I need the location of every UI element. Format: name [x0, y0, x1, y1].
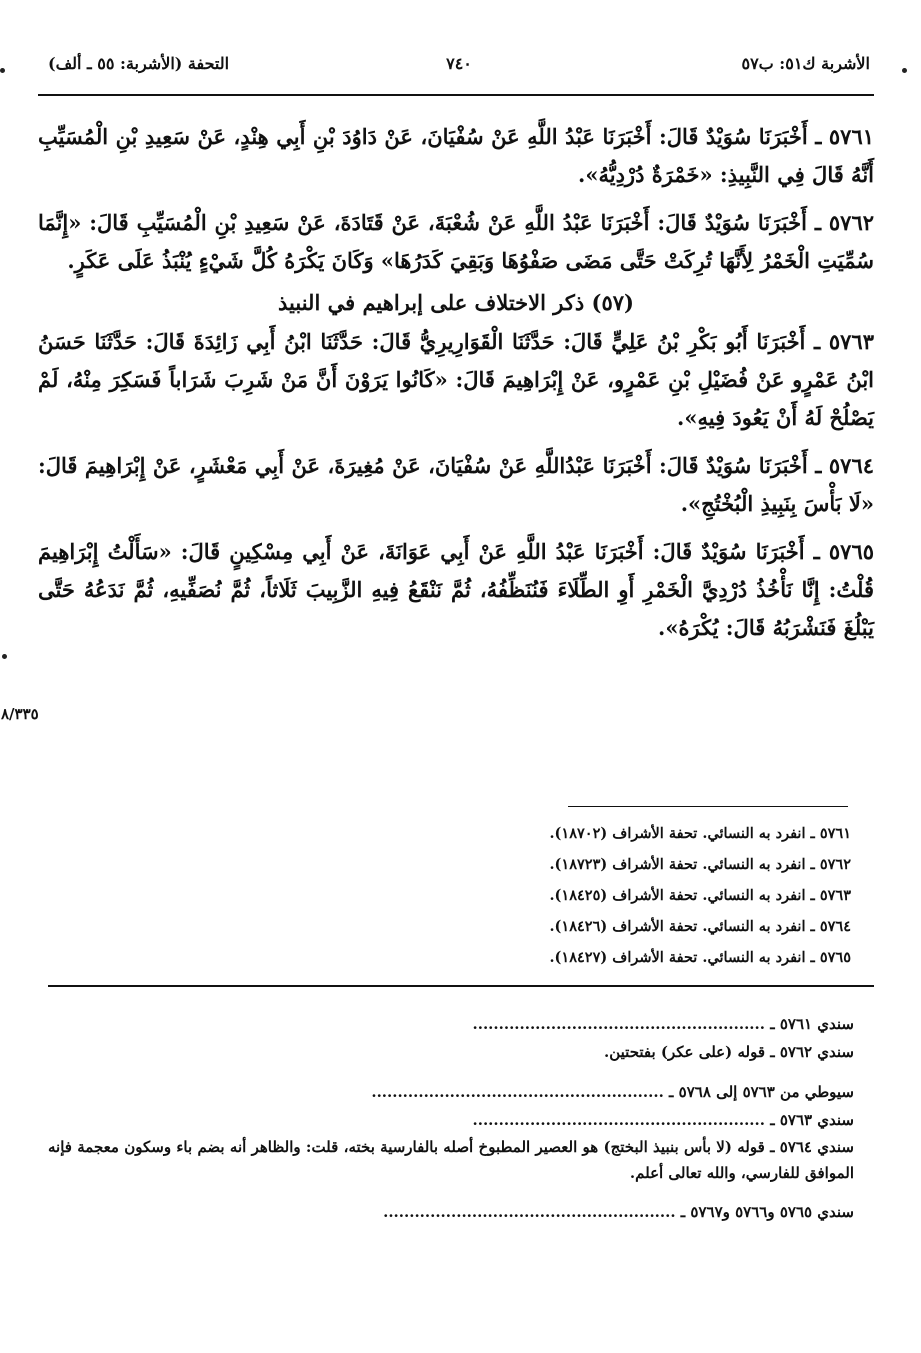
main-text	[38, 118, 874, 657]
commentary-rule	[48, 985, 874, 987]
commentary-line	[48, 1198, 854, 1226]
commentary-line: سندي ٥٧٦٢ ـ قوله (على عكر) بفتحتين.	[604, 1043, 854, 1061]
page-header	[48, 54, 870, 94]
hadith-text: ـ أَخْبَرَنَا سُوَيْدٌ قَالَ: أَخْبَرَنَا عَبْدُ اللَّهِ عَنْ سُفْيَانَ، عَنْ دَاوُدَ بْنِ أَبِي هِنْدٍ، عَنْ سَعِيدِ بْنِ الْمُسَيِّبِ أَنَّهُ قَالَ فِي النَّبِيذِ: «خَمْرَةٌ دُرْدِيُّهُ».	[38, 124, 874, 187]
hadith-5761	[38, 118, 874, 194]
header-tuhfa-ref: التحفة (الأشربة: ٥٥ ـ ألف)	[48, 54, 230, 73]
margin-dot	[2, 654, 7, 659]
header-rule	[38, 94, 874, 96]
hadith-number: ٥٧٦٣	[828, 329, 874, 354]
hadith-text: ـ أَخْبَرَنَا سُوَيْدٌ قَالَ: أَخْبَرَنَا عَبْدُ اللَّهِ عَنْ شُعْبَةَ، عَنْ قَتَادَةَ، عَنْ سَعِيدِ بْنِ الْمُسَيِّبِ قَالَ: «إِنَّمَا سُمِّيَتِ الْخَمْرُ لِأَنَّهَا تُرِكَتْ حَتَّى مَضَى صَفْوُهَا وَبَقِيَ كَدَرُهَا» وَكَانَ يَكْرَهُ كُلَّ شَيْءٍ يُنْبَذُ عَلَى عَكَرٍ.	[38, 210, 874, 273]
footnote: ٥٧٦١ ـ انفرد به النسائي. تحفة الأشراف (١٨٧٠٢).	[549, 825, 851, 842]
hadith-number: ٥٧٦٤	[828, 453, 875, 478]
margin-dot	[902, 68, 907, 73]
leader-dots: ........................................................	[472, 1015, 765, 1033]
hadith-text: ـ أَخْبَرَنَا سُوَيْدٌ قَالَ: أَخْبَرَنَا عَبْدُاللَّهِ عَنْ سُفْيَانَ، عَنْ مُغِيرَةَ، عَنْ أَبِي مَعْشَرٍ، عَنْ إِبْرَاهِيمَ قَالَ: «لَا بَأْسَ بِنَبِيذِ الْبُخْتُجِ».	[38, 453, 874, 516]
commentary-label: سيوطي من ٥٧٦٣ إلى ٥٧٦٨ ـ	[669, 1083, 854, 1101]
footnote: ٥٧٦٥ ـ انفرد به النسائي. تحفة الأشراف (١٨٤٢٧).	[549, 949, 851, 966]
hadith-number: ٥٧٦٢	[828, 210, 875, 235]
margin-reference: ٨/٣٣٥	[1, 705, 39, 723]
hadith-number: ٥٧٦٥	[828, 539, 875, 564]
footnote: ٥٧٦٣ ـ انفرد به النسائي. تحفة الأشراف (١٨٤٢٥).	[549, 887, 851, 904]
section-title: (٥٧) ذكر الاختلاف على إبراهيم في النبيذ	[278, 290, 634, 315]
commentary-line	[48, 1010, 854, 1038]
header-chapter-ref: الأشربة ك٥١: ب٥٧	[741, 54, 870, 73]
commentary	[48, 1010, 854, 1226]
page-number: ٧٤٠	[446, 54, 472, 73]
commentary-label: سندي ٥٧٦١ ـ	[770, 1015, 854, 1033]
footnote: ٥٧٦٢ ـ انفرد به النسائي. تحفة الأشراف (١٨٧٢٣).	[549, 856, 851, 873]
hadith-5765	[38, 533, 874, 647]
footnote: ٥٧٦٤ ـ انفرد به النسائي. تحفة الأشراف (١٨٤٢٦).	[549, 918, 851, 935]
commentary-line: سندي ٥٧٦٤ ـ قوله (لا بأس بنبيذ البختج) هو العصير المطبوخ أصله بالفارسية بخته، قلت: والظاهر أنه بضم باء وسكون معجمة فإنه الموافق للفارسي، والله تعالى أعلم.	[48, 1138, 854, 1182]
hadith-5763	[38, 323, 874, 437]
leader-dots: ........................................................	[371, 1083, 664, 1101]
footnote-rule	[568, 806, 848, 807]
hadith-5764	[38, 447, 874, 523]
leader-dots: ........................................................	[472, 1111, 765, 1129]
hadith-text: ـ أَخْبَرَنَا سُوَيْدٌ قَالَ: أَخْبَرَنَا عَبْدُ اللَّهِ عَنْ أَبِي عَوَانَةَ، عَنْ أَبِي مِسْكِينٍ قَالَ: «سَأَلْتُ إِبْرَاهِيمَ قُلْتُ: إِنَّا نَأْخُذُ دُرْدِيَّ الْخَمْرِ أَوِ الطِّلَاءَ فَنُنَظِّفُهُ، ثُمَّ نَنْقَعُ فِيهِ الزَّبِيبَ ثَلَاثاً، ثُمَّ نُصَفِّيهِ، ثُمَّ نَدَعُهُ حَتَّى يَبْلُغَ فَنَشْرَبُهُ قَالَ: يُكْرَهُ».	[38, 539, 874, 640]
margin-dot	[0, 68, 5, 73]
hadith-5762	[38, 204, 874, 280]
hadith-text: ـ أَخْبَرَنَا أَبُو بَكْرِ بْنُ عَلِيٍّ قَالَ: حَدَّثَنَا الْقَوَارِيرِيُّ قَالَ: حَدَّثَنَا ابْنُ أَبِي زَائِدَةَ قَالَ: حَدَّثَنَا حَسَنُ ابْنُ عَمْرٍو عَنْ فُضَيْلِ بْنِ عَمْرٍو، عَنْ إِبْرَاهِيمَ قَالَ: «كَانُوا يَرَوْنَ أَنَّ مَنْ شَرِبَ شَرَاباً فَسَكِرَ مِنْهُ، لَمْ يَصْلُحْ لَهُ أَنْ يَعُودَ فِيهِ».	[38, 329, 874, 430]
commentary-line	[48, 1078, 854, 1106]
commentary-label: سندي ٥٧٦٥ و٥٧٦٦ و٥٧٦٧ ـ	[680, 1203, 854, 1221]
hadith-number: ٥٧٦١	[828, 124, 875, 149]
footnotes	[550, 818, 852, 973]
commentary-label: سندي ٥٧٦٣ ـ	[770, 1111, 854, 1129]
leader-dots: ........................................................	[383, 1203, 676, 1221]
commentary-line	[48, 1106, 854, 1134]
